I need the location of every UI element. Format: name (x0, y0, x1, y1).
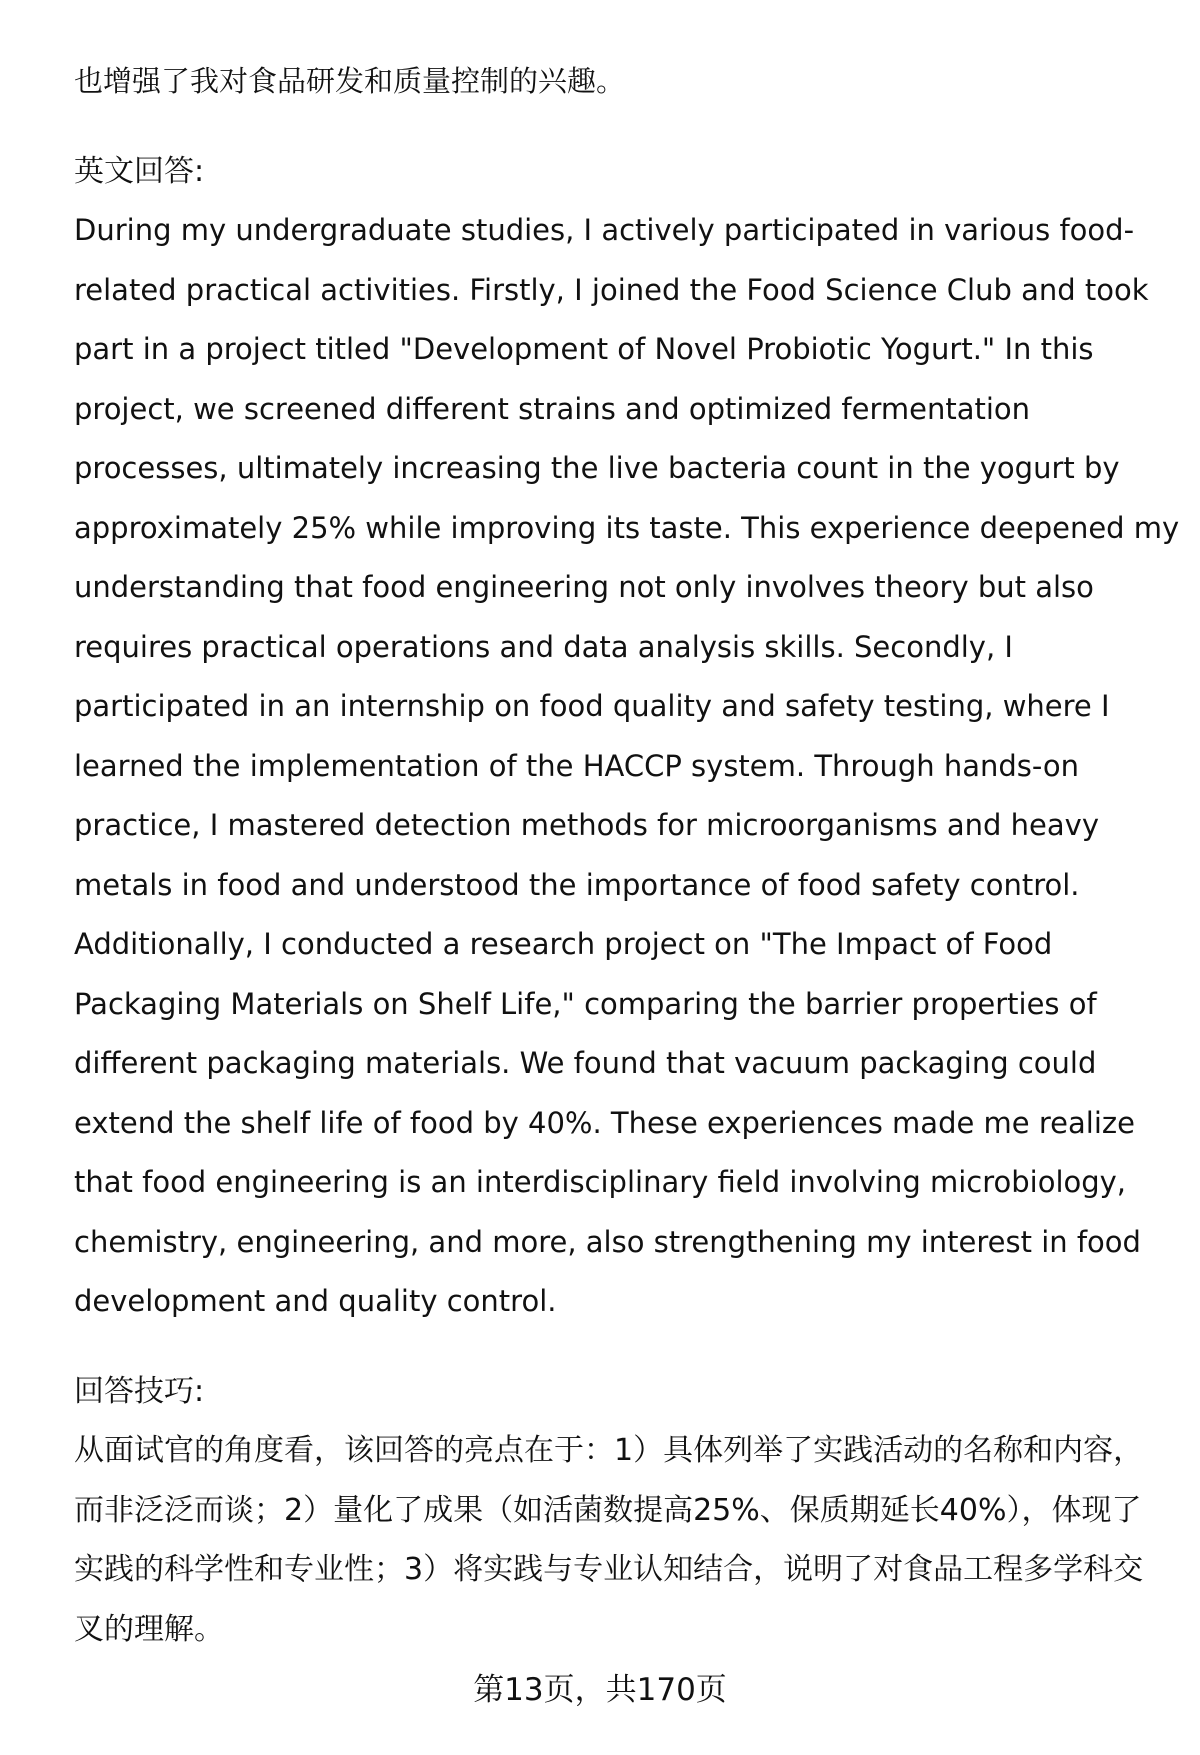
english-answer-line: understanding that food engineering not only involves theory but also (74, 570, 1094, 604)
english-answer-line: learned the implementation of the HACCP system. Through hands-on (74, 748, 1080, 783)
english-answer-line: processes, ultimately increasing the live bacteria count in the yogurt by (74, 451, 1120, 485)
english-answer-line: approximately 25% while improving its taste. This experience deepened my (74, 510, 1180, 545)
english-answer-line: chemistry, engineering, and more, also strengthening my interest in food (74, 1224, 1141, 1259)
tips-body (74, 1421, 1154, 1659)
section-gap (74, 112, 1154, 142)
english-answer-body (74, 201, 1180, 1332)
english-answer-line: metals in food and understood the importance of food safety control. (74, 867, 1080, 902)
english-answer-line: Packaging Materials on Shelf Life," comparing the barrier properties of (74, 986, 1097, 1021)
tips-line: 实践的科学性和专业性；3）将实践与专业认知结合，说明了对食品工程多学科交 (74, 1552, 1144, 1587)
english-answer-line: participated in an internship on food quality and safety testing, where I (74, 689, 1110, 723)
english-answer-heading: 英文回答: (74, 153, 205, 189)
document-page (74, 52, 1180, 1659)
section-gap (74, 1332, 1154, 1362)
tips-heading: 回答技巧: (74, 1373, 205, 1409)
english-answer-line: Additionally, I conducted a research project on "The Impact of Food (74, 927, 1053, 961)
english-answer-line: project, we screened different strains and optimized fermentation (74, 391, 1031, 426)
intro-tail-line: 也增强了我对食品研发和质量控制的兴趣。 (74, 64, 626, 98)
english-answer-line: practice, I mastered detection methods for microorganisms and heavy (74, 808, 1099, 842)
english-answer-line: part in a project titled "Development of Novel Probiotic Yogurt." In this (74, 332, 1094, 366)
english-answer-line: different packaging materials. We found that vacuum packaging could (74, 1046, 1097, 1080)
english-answer-line: requires practical operations and data analysis skills. Secondly, I (74, 629, 1013, 664)
english-answer-line: extend the shelf life of food by 40%. These experiences made me realize (74, 1105, 1135, 1140)
english-answer-line: that food engineering is an interdisciplinary field involving microbiology, (74, 1165, 1127, 1199)
page-number: 第13页，共170页 (473, 1672, 727, 1708)
tips-line: 而非泛泛而谈；2）量化了成果（如活菌数提高25%、保质期延长40%），体现了 (74, 1492, 1142, 1528)
english-answer-line: related practical activities. Firstly, I joined the Food Science Club and took (74, 272, 1149, 307)
tips-line: 叉的理解。 (74, 1611, 224, 1647)
english-answer-line: During my undergraduate studies, I actively participated in various food- (74, 213, 1135, 247)
tips-line: 从面试官的角度看，该回答的亮点在于：1）具体列举了实践活动的名称和内容， (74, 1433, 1144, 1468)
english-answer-line: development and quality control. (74, 1284, 557, 1318)
